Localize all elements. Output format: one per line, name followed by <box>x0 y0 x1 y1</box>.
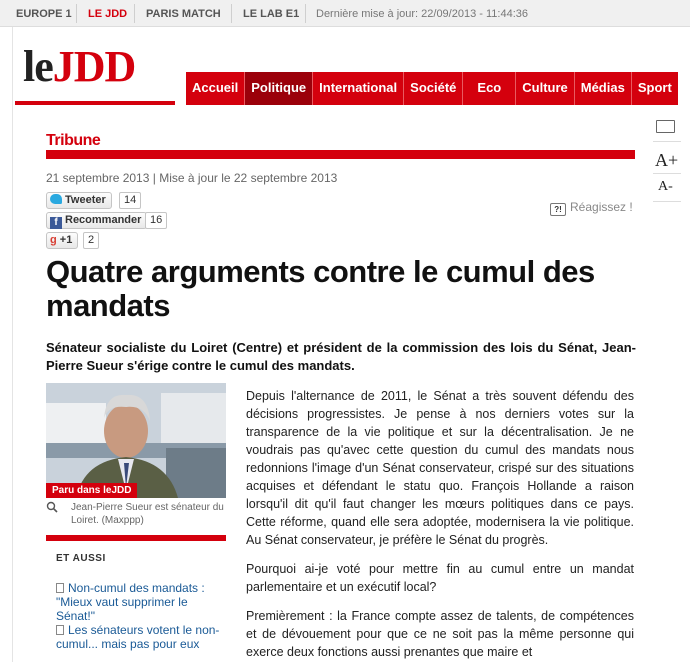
topbar-divider <box>76 4 77 23</box>
article-paragraph: Pourquoi ai-je voté pour mettre fin au cumul entre un mandat parlementaire et un exécutif local? <box>246 562 634 594</box>
photo-caption: Jean-Pierre Sueur est sénateur du Loiret. (Maxppp) <box>71 502 224 526</box>
react-label: Réagissez ! <box>570 200 633 214</box>
related-link-text: Les sénateurs votent le non-cumul... mais pas pour eux <box>56 623 220 651</box>
tools-divider <box>653 141 681 142</box>
twitter-icon <box>50 194 62 204</box>
decrease-font-button[interactable]: A- <box>658 179 673 194</box>
logo-le: le <box>23 42 53 91</box>
tweet-button[interactable] <box>46 192 112 209</box>
document-icon <box>56 625 64 635</box>
logo-underline <box>15 101 175 105</box>
react-link[interactable] <box>550 200 633 216</box>
topbar-divider <box>231 4 232 23</box>
topbar-link-europe1[interactable]: EUROPE 1 <box>16 8 72 20</box>
article-photo[interactable] <box>46 383 226 498</box>
nav-item-politique[interactable]: Politique <box>244 72 312 105</box>
nav-item-culture[interactable]: Culture <box>515 72 574 105</box>
nav-item-international[interactable]: International <box>312 72 403 105</box>
site-logo[interactable] <box>23 42 136 91</box>
topbar-divider <box>305 4 306 23</box>
nav-item-accueil[interactable]: Accueil <box>192 80 239 95</box>
tools-divider <box>653 173 681 174</box>
document-icon <box>56 583 64 593</box>
article-paragraph: Premièrement : la France compte assez de talents, de compétences et de dévouement pour que ce ne soit pas la même personne qui exerce deux fonctions aussi prenantes que maire et <box>246 609 634 659</box>
network-topbar <box>0 0 690 27</box>
topbar-link-parismatch[interactable]: PARIS MATCH <box>146 8 221 20</box>
tools-divider <box>653 201 681 202</box>
nav-item-societe[interactable]: Société <box>403 72 462 105</box>
related-title: ET AUSSI <box>56 553 106 564</box>
nav-item-medias[interactable]: Médias <box>574 72 631 105</box>
page-container <box>12 27 690 662</box>
topbar-link-lelab[interactable]: LE LAB E1 <box>243 8 300 20</box>
tweet-label: Tweeter <box>65 194 106 206</box>
facebook-label: Recommander <box>65 214 142 226</box>
last-update-text: Dernière mise à jour: 22/09/2013 - 11:44:36 <box>316 8 528 20</box>
google-plus-count: 2 <box>83 232 99 249</box>
topbar-link-lejdd[interactable]: LE JDD <box>88 8 128 20</box>
article-body <box>246 387 634 672</box>
tweet-count: 14 <box>119 192 141 209</box>
related-box <box>46 535 226 651</box>
google-plus-button[interactable] <box>46 232 78 249</box>
email-icon[interactable] <box>656 120 675 133</box>
google-plus-icon: g <box>50 234 57 246</box>
logo-jdd: JDD <box>52 42 136 91</box>
article-lead: Sénateur socialiste du Loiret (Centre) et président de la commission des lois du Sénat, Jean-Pierre Sueur s'érige contre le cumul des mandats. <box>46 340 636 373</box>
nav-item-sport[interactable]: Sport <box>631 72 678 105</box>
section-title[interactable]: Tribune <box>46 132 101 149</box>
zoom-icon[interactable] <box>46 501 58 513</box>
topbar-divider <box>134 4 135 23</box>
main-nav <box>186 72 678 105</box>
related-link-text: Non-cumul des mandats : "Mieux vaut supprimer le Sénat!" <box>56 581 205 623</box>
related-link[interactable] <box>56 581 226 623</box>
related-link[interactable] <box>56 623 226 651</box>
facebook-count: 16 <box>145 212 167 229</box>
nav-item-eco[interactable]: Eco <box>462 72 515 105</box>
article-date: 21 septembre 2013 | Mise à jour le 22 septembre 2013 <box>46 171 338 185</box>
increase-font-button[interactable]: A+ <box>655 150 679 170</box>
google-plus-label: +1 <box>59 234 73 246</box>
photo-badge: Paru dans leJDD <box>46 483 137 498</box>
portrait-illustration <box>46 383 226 498</box>
facebook-icon: f <box>50 217 62 229</box>
comment-icon: ?! <box>550 203 566 216</box>
facebook-recommend-button[interactable] <box>46 212 147 229</box>
article-paragraph: Depuis l'alternance de 2011, le Sénat a très souvent défendu des décisions progressistes. Je pense à nos derniers votes sur la transparence de la vie politique et sur la décentralisation. Je ne voudrais pas qu'avec cette question du cumul des mandats nous redonnions l'image d'un Sénat conservateur, crispé sur des situations acquises et défendant le statu quo. François Hollande a raison lorsqu'il dit qu'il faut changer les mœurs politiques dans ce pays. Cette réforme, quand elle sera adoptée, modernisera la vie politique. Au Sénat conservateur, je préfère le Sénat du progrès. <box>246 389 634 547</box>
section-rule <box>46 150 635 159</box>
article-title: Quatre arguments contre le cumul des mandats <box>46 254 595 323</box>
